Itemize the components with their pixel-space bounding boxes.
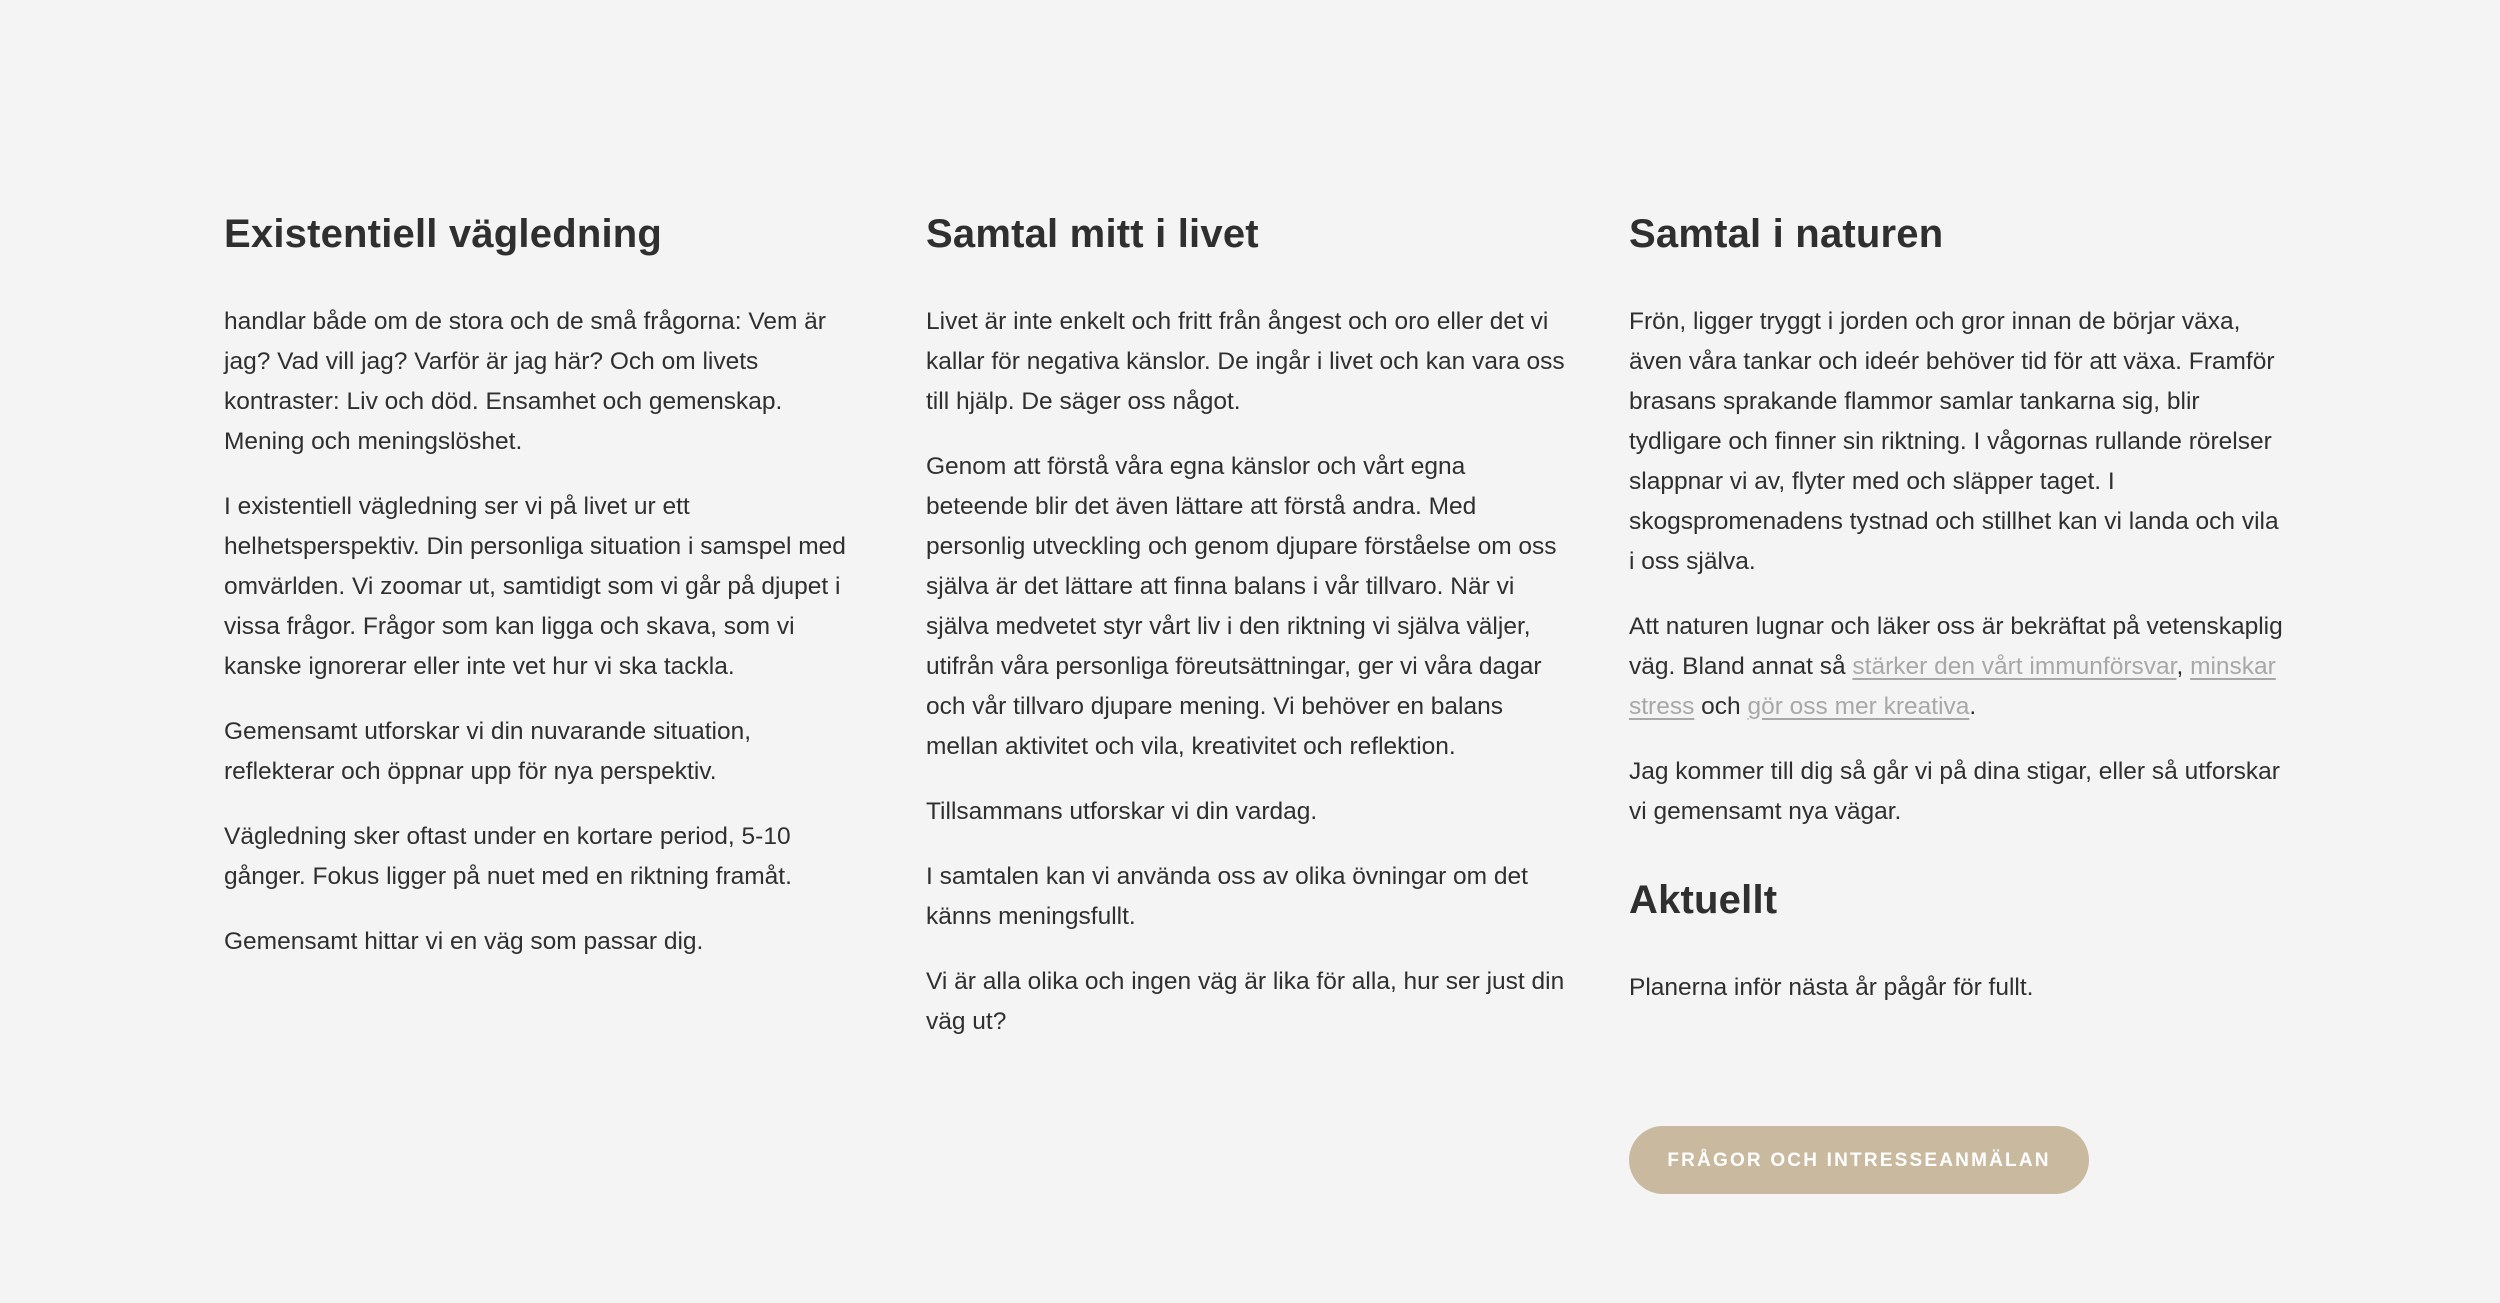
questions-and-registration-button[interactable]: FRÅGOR OCH INTRESSEANMÄLAN	[1629, 1126, 2089, 1194]
section-title: Samtal mitt i livet	[926, 212, 1259, 256]
paragraph: Vi är alla olika och ingen väg är lika för alla, hur ser just din väg ut?	[926, 968, 1565, 1035]
column-samtal-mitt-i-livet	[926, 206, 1566, 1067]
link-mer-kreativa[interactable]: gör oss mer kreativa	[1747, 693, 1970, 720]
paragraph: Gemensamt hittar vi en väg som passar dig.	[224, 928, 704, 955]
paragraph: Frön, ligger tryggt i jorden och gror innan de börjar växa, även våra tankar och ideér behöver tid för att växa. Framför brasans sprakande flammor samlar tankarna sig, blir tydligare och finner sin riktning. I vågornas rullande rörelser slappnar vi av, flyter med och släpper taget. I skogspromenadens tystnad och stillhet kan vi landa och vila i oss själva.	[1629, 308, 2279, 575]
news-title: Aktuellt	[1629, 878, 1778, 922]
separator: ,	[2176, 653, 2191, 680]
paragraph: Livet är inte enkelt och fritt från ångest och oro eller det vi kallar för negativa känslor. De ingår i livet och kan vara oss till hjälp. De säger oss något.	[926, 308, 1565, 415]
column-existentiell-vagledning	[224, 206, 864, 987]
paragraph: Genom att förstå våra egna känslor och vårt egna beteende blir det även lättare att förstå andra. Med personlig utveckling och genom djupare förståelse om oss själva är det lättare att finna balans i vår tillvaro. När vi själva medvetet styr vårt liv i den riktning vi själva väljer, utifrån våra personliga föreutsättningar, ger vi våra dagar och vår tillvaro djupare mening. Vi behöver en balans mellan aktivitet och vila, kreativitet och reflektion.	[926, 453, 1557, 760]
paragraph: Vägledning sker oftast under en kortare period, 5-10 gånger. Fokus ligger på nuet med en riktning framåt.	[224, 823, 792, 890]
news-text: Planerna inför nästa år pågår för fullt.	[1629, 974, 2034, 1001]
section-title: Samtal i naturen	[1629, 212, 1944, 256]
separator: och	[1694, 693, 1748, 720]
nature-benefits-paragraph	[1629, 607, 2289, 727]
paragraph: handlar både om de stora och de små frågorna: Vem är jag? Vad vill jag? Varför är jag här? Och om livets kontraster: Liv och död. Ensamhet och gemenskap. Mening och meningslöshet.	[224, 308, 826, 455]
paragraph: Tillsammans utforskar vi din vardag.	[926, 798, 1318, 825]
link-minskar-stress[interactable]: minskar stress	[1629, 653, 2276, 720]
link-immunforsvar[interactable]: stärker den vårt immunförsvar	[1852, 653, 2177, 680]
paragraph: I samtalen kan vi använda oss av olika övningar om det känns meningsfullt.	[926, 863, 1528, 930]
paragraph-end: .	[1969, 693, 1977, 720]
column-samtal-i-naturen	[1629, 206, 2289, 1033]
paragraph: Gemensamt utforskar vi din nuvarande situation, reflekterar och öppnar upp för nya perspektiv.	[224, 718, 752, 785]
paragraph-text: Att naturen lugnar och läker oss är bekräftat på vetenskaplig väg. Bland annat så	[1629, 613, 2283, 680]
section-title: Existentiell vägledning	[224, 212, 663, 256]
paragraph: I existentiell vägledning ser vi på livet ur ett helhetsperspektiv. Din personliga situation i samspel med omvärlden. Vi zoomar ut, samtidigt som vi går på djupet i vissa frågor. Frågor som kan ligga och skava, som vi kanske ignorerar eller inte vet hur vi ska tackla.	[224, 493, 846, 680]
paragraph: Jag kommer till dig så går vi på dina stigar, eller så utforskar vi gemensamt nya vägar.	[1629, 758, 2280, 825]
